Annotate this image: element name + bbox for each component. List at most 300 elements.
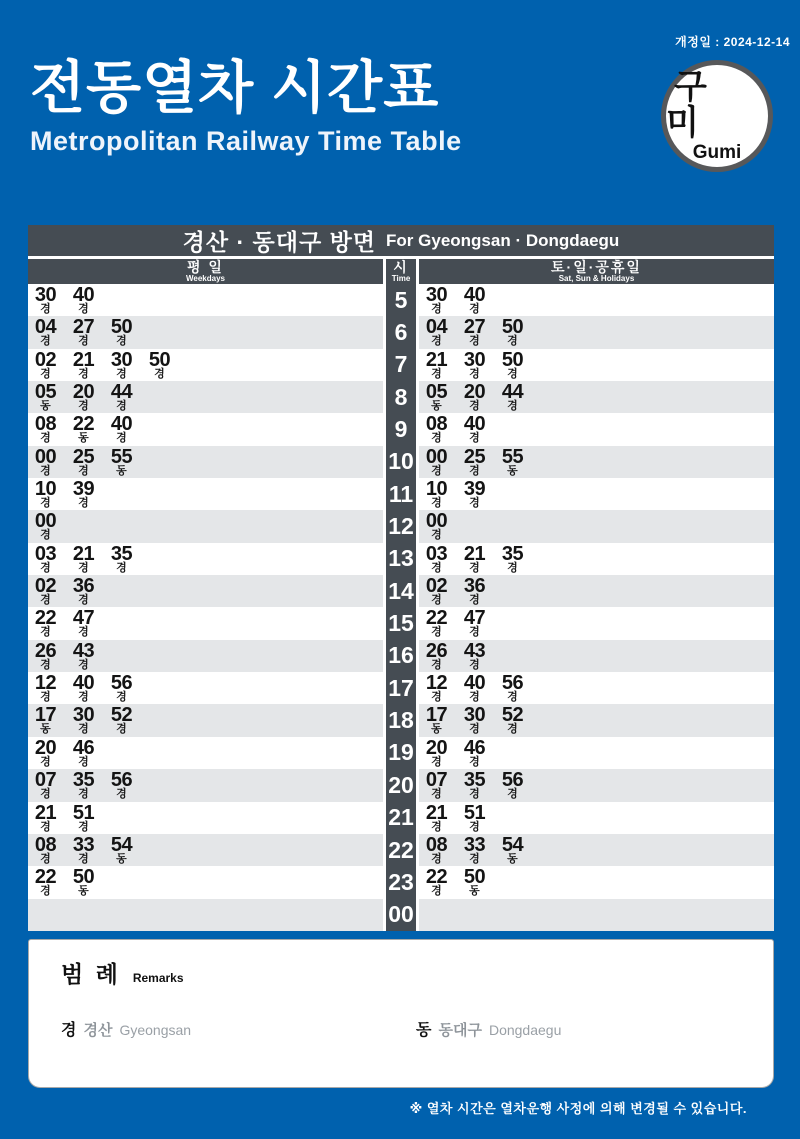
destination-code: 경	[78, 820, 89, 833]
departure-minute: 40	[463, 672, 486, 695]
departure-entry	[423, 672, 461, 704]
departure-minute: 08	[34, 413, 57, 436]
departure-minute: 05	[425, 381, 448, 404]
destination-code: 경	[40, 335, 51, 348]
departure-minute: 40	[463, 413, 486, 436]
departure-entry	[70, 316, 108, 348]
title-block	[30, 52, 462, 157]
destination-code: 경	[507, 691, 518, 704]
departure-entry	[499, 349, 537, 381]
hour-cell: 18	[386, 704, 416, 736]
departure-entry	[423, 413, 461, 445]
holiday-cell	[419, 834, 774, 866]
departure-minute: 08	[425, 413, 448, 436]
holiday-cell	[419, 769, 774, 801]
holiday-label-kr: 토·일·공휴일	[551, 259, 642, 275]
departure-minute: 02	[425, 575, 448, 598]
holiday-cell	[419, 316, 774, 348]
departure-minute: 50	[463, 866, 486, 889]
hour-cell: 14	[386, 575, 416, 607]
departure-entry	[499, 672, 537, 704]
remarks-title	[61, 956, 773, 989]
hour-cell: 19	[386, 737, 416, 769]
departure-minute: 04	[34, 316, 57, 339]
destination-code: 경	[78, 852, 89, 865]
departure-minute: 51	[463, 801, 486, 824]
destination-code: 동	[116, 464, 127, 477]
table-row	[28, 478, 774, 510]
destination-code: 경	[469, 303, 480, 315]
departure-minute: 22	[425, 866, 448, 889]
departure-minute: 35	[110, 542, 133, 565]
departure-minute: 46	[463, 736, 486, 759]
destination-code: 경	[431, 367, 442, 380]
hour-cell: 12	[386, 510, 416, 542]
timetable-card	[28, 225, 774, 931]
destination-code: 경	[78, 400, 89, 413]
weekday-label-kr: 평 일	[187, 259, 224, 275]
hour-cell: 11	[386, 478, 416, 510]
destination-code: 경	[431, 594, 442, 607]
legend-item	[61, 1017, 416, 1040]
departure-minute: 20	[425, 736, 448, 759]
station-name-kr: 구 미	[666, 67, 715, 142]
departure-entry	[461, 769, 499, 801]
departure-entry	[32, 543, 70, 575]
destination-code: 경	[469, 626, 480, 639]
legend-name-en: Dongdaegu	[488, 1022, 562, 1038]
weekday-cell	[28, 381, 383, 413]
departure-entry	[32, 834, 70, 866]
weekday-cell	[28, 510, 383, 542]
holiday-cell	[419, 640, 774, 672]
holiday-cell	[419, 866, 774, 898]
destination-code: 경	[469, 335, 480, 348]
departure-entry	[70, 543, 108, 575]
departure-entry	[461, 607, 499, 639]
table-row	[28, 575, 774, 607]
departure-entry	[461, 834, 499, 866]
destination-code: 경	[78, 303, 89, 315]
destination-code: 경	[116, 691, 127, 704]
departure-minute: 00	[425, 445, 448, 468]
departure-entry	[146, 349, 184, 381]
departure-minute: 21	[425, 801, 448, 824]
departure-entry	[499, 769, 537, 801]
departure-entry	[70, 769, 108, 801]
destination-code: 경	[469, 400, 480, 413]
legend-item	[416, 1017, 771, 1040]
station-badge	[661, 60, 773, 172]
departure-minute: 21	[72, 542, 95, 565]
destination-code: 경	[78, 755, 89, 768]
holiday-cell	[419, 575, 774, 607]
weekday-cell	[28, 866, 383, 898]
departure-entry	[32, 737, 70, 769]
departure-entry	[461, 802, 499, 834]
weekday-cell	[28, 802, 383, 834]
holiday-cell	[419, 737, 774, 769]
departure-minute: 20	[34, 736, 57, 759]
destination-code: 경	[431, 658, 442, 671]
destination-code: 경	[507, 723, 518, 736]
table-row	[28, 510, 774, 542]
destination-code: 경	[40, 885, 51, 898]
destination-code: 경	[40, 788, 51, 801]
time-label-kr: 시	[393, 259, 409, 275]
departure-entry	[32, 607, 70, 639]
table-row	[28, 866, 774, 898]
departure-entry	[423, 543, 461, 575]
departure-minute: 43	[72, 639, 95, 662]
departure-minute: 54	[501, 833, 524, 856]
hour-cell: 17	[386, 672, 416, 704]
table-row	[28, 769, 774, 801]
departure-entry	[108, 834, 146, 866]
destination-code: 경	[116, 432, 127, 445]
departure-entry	[461, 478, 499, 510]
departure-minute: 52	[110, 704, 133, 727]
destination-code: 경	[431, 788, 442, 801]
destination-code: 경	[469, 561, 480, 574]
departure-entry	[461, 640, 499, 672]
departure-entry	[423, 802, 461, 834]
departure-minute: 12	[34, 672, 57, 695]
departure-minute: 47	[463, 607, 486, 630]
destination-code: 경	[78, 464, 89, 477]
departure-minute: 26	[34, 639, 57, 662]
departure-entry	[108, 413, 146, 445]
departure-entry	[70, 866, 108, 898]
weekday-cell	[28, 737, 383, 769]
departure-minute: 22	[34, 607, 57, 630]
departure-entry	[70, 349, 108, 381]
departure-entry	[461, 543, 499, 575]
departure-minute: 30	[463, 348, 486, 371]
departure-entry	[461, 284, 499, 316]
weekday-cell	[28, 607, 383, 639]
departure-minute: 04	[425, 316, 448, 339]
destination-code: 경	[40, 658, 51, 671]
departure-minute: 35	[463, 769, 486, 792]
legend-code: 동	[416, 1022, 432, 1039]
destination-code: 동	[507, 464, 518, 477]
departure-entry	[32, 866, 70, 898]
destination-code: 경	[431, 561, 442, 574]
departure-minute: 20	[72, 381, 95, 404]
destination-code: 경	[431, 820, 442, 833]
hour-cell: 21	[386, 802, 416, 834]
destination-code: 경	[40, 626, 51, 639]
destination-code: 경	[78, 335, 89, 348]
departure-minute: 44	[110, 381, 133, 404]
destination-code: 동	[507, 852, 518, 865]
departure-minute: 03	[425, 542, 448, 565]
destination-code: 경	[431, 626, 442, 639]
destination-code: 경	[78, 691, 89, 704]
destination-code: 경	[469, 852, 480, 865]
departure-entry	[32, 704, 70, 736]
departure-entry	[70, 607, 108, 639]
weekday-cell	[28, 349, 383, 381]
page-subtitle: Metropolitan Railway Time Table	[30, 126, 462, 156]
departure-entry	[423, 575, 461, 607]
destination-code: 경	[40, 691, 51, 704]
departure-entry	[423, 381, 461, 413]
destination-code: 경	[507, 400, 518, 413]
destination-code: 경	[40, 529, 51, 542]
departure-entry	[423, 446, 461, 478]
destination-code: 경	[469, 464, 480, 477]
destination-code: 경	[78, 658, 89, 671]
table-row	[28, 802, 774, 834]
destination-code: 동	[78, 885, 89, 898]
holiday-cell	[419, 899, 774, 931]
destination-code: 경	[116, 723, 127, 736]
table-row	[28, 413, 774, 445]
departure-minute: 25	[463, 445, 486, 468]
destination-code: 경	[431, 852, 442, 865]
departure-entry	[461, 446, 499, 478]
departure-entry	[423, 316, 461, 348]
destination-code: 경	[116, 335, 127, 348]
departure-entry	[423, 349, 461, 381]
departure-entry	[70, 413, 108, 445]
destination-code: 경	[469, 367, 480, 380]
departure-entry	[32, 510, 70, 542]
departure-minute: 27	[463, 316, 486, 339]
departure-minute: 17	[34, 704, 57, 727]
departure-minute: 36	[463, 575, 486, 598]
destination-code: 경	[431, 497, 442, 510]
departure-entry	[70, 284, 108, 316]
holiday-cell	[419, 349, 774, 381]
departure-minute: 50	[72, 866, 95, 889]
departure-minute: 35	[501, 542, 524, 565]
departure-minute: 30	[110, 348, 133, 371]
departure-minute: 00	[425, 510, 448, 533]
departure-entry	[108, 446, 146, 478]
departure-minute: 21	[425, 348, 448, 371]
departure-entry	[70, 575, 108, 607]
destination-code: 경	[469, 497, 480, 510]
destination-code: 경	[78, 594, 89, 607]
destination-code: 경	[507, 788, 518, 801]
page-title: 전동열차 시간표	[30, 56, 440, 120]
departure-entry	[461, 316, 499, 348]
departure-entry	[461, 866, 499, 898]
departure-entry	[70, 640, 108, 672]
departure-entry	[70, 737, 108, 769]
departure-entry	[32, 413, 70, 445]
destination-code: 경	[431, 755, 442, 768]
departure-minute: 33	[463, 833, 486, 856]
departure-minute: 47	[72, 607, 95, 630]
departure-minute: 02	[34, 575, 57, 598]
footer-note: ※ 열차 시간은 열차운행 사정에 의해 변경될 수 있습니다.	[409, 1101, 747, 1116]
destination-code: 경	[431, 464, 442, 477]
departure-minute: 07	[425, 769, 448, 792]
destination-code: 경	[78, 497, 89, 510]
departure-minute: 56	[110, 769, 133, 792]
departure-minute: 40	[463, 284, 486, 306]
destination-code: 경	[78, 788, 89, 801]
hour-cell: 5	[386, 284, 416, 316]
hour-cell: 15	[386, 607, 416, 639]
destination-code: 경	[40, 820, 51, 833]
destination-code: 경	[469, 820, 480, 833]
departure-entry	[32, 640, 70, 672]
departure-entry	[499, 316, 537, 348]
departure-minute: 10	[34, 478, 57, 501]
departure-minute: 30	[463, 704, 486, 727]
departure-minute: 25	[72, 445, 95, 468]
destination-code: 경	[116, 788, 127, 801]
departure-minute: 26	[425, 639, 448, 662]
departure-entry	[499, 381, 537, 413]
column-header-weekday	[28, 259, 383, 284]
departure-minute: 22	[425, 607, 448, 630]
departure-entry	[423, 640, 461, 672]
departure-minute: 35	[72, 769, 95, 792]
departure-entry	[32, 446, 70, 478]
departure-minute: 40	[110, 413, 133, 436]
holiday-cell	[419, 802, 774, 834]
departure-entry	[70, 834, 108, 866]
departure-minute: 54	[110, 833, 133, 856]
departure-entry	[108, 543, 146, 575]
direction-title-kr: 경산 · 동대구 방면	[182, 229, 377, 255]
departure-entry	[32, 381, 70, 413]
destination-code: 동	[40, 400, 51, 413]
holiday-cell	[419, 446, 774, 478]
departure-entry	[499, 704, 537, 736]
departure-minute: 22	[34, 866, 57, 889]
hour-cell: 20	[386, 769, 416, 801]
table-row	[28, 834, 774, 866]
departure-minute: 55	[110, 445, 133, 468]
departure-entry	[461, 575, 499, 607]
table-row	[28, 737, 774, 769]
table-row	[28, 316, 774, 348]
hour-cell: 23	[386, 866, 416, 898]
departure-entry	[499, 543, 537, 575]
destination-code: 경	[154, 367, 165, 380]
departure-minute: 50	[148, 348, 171, 371]
departure-minute: 55	[501, 445, 524, 468]
departure-minute: 00	[34, 510, 57, 533]
departure-minute: 30	[34, 284, 57, 306]
destination-code: 경	[431, 303, 442, 315]
departure-minute: 56	[501, 672, 524, 695]
destination-code: 경	[469, 723, 480, 736]
departure-entry	[423, 510, 461, 542]
hour-cell: 22	[386, 834, 416, 866]
holiday-cell	[419, 478, 774, 510]
departure-entry	[32, 478, 70, 510]
departure-minute: 00	[34, 445, 57, 468]
departure-entry	[70, 381, 108, 413]
departure-minute: 07	[34, 769, 57, 792]
weekday-cell	[28, 316, 383, 348]
destination-code: 경	[431, 529, 442, 542]
departure-minute: 27	[72, 316, 95, 339]
hour-cell: 00	[386, 899, 416, 931]
departure-entry	[70, 672, 108, 704]
holiday-cell	[419, 704, 774, 736]
destination-code: 경	[40, 755, 51, 768]
departure-entry	[461, 704, 499, 736]
weekday-cell	[28, 834, 383, 866]
table-row	[28, 446, 774, 478]
departure-minute: 36	[72, 575, 95, 598]
station-name-en: Gumi	[692, 141, 742, 163]
destination-code: 동	[40, 723, 51, 736]
weekday-cell	[28, 413, 383, 445]
departure-minute: 40	[72, 284, 95, 306]
destination-code: 경	[469, 594, 480, 607]
table-row	[28, 672, 774, 704]
hour-cell: 6	[386, 316, 416, 348]
weekday-label-en: Weekdays	[186, 274, 225, 283]
table-row	[28, 349, 774, 381]
departure-entry	[461, 413, 499, 445]
weekday-cell	[28, 543, 383, 575]
destination-code: 경	[469, 755, 480, 768]
departure-entry	[108, 672, 146, 704]
remarks-title-en: Remarks	[132, 971, 184, 985]
timetable-rows	[28, 284, 774, 931]
destination-code: 경	[431, 885, 442, 898]
destination-code: 경	[431, 335, 442, 348]
destination-code: 경	[40, 497, 51, 510]
departure-minute: 51	[72, 801, 95, 824]
weekday-cell	[28, 575, 383, 607]
departure-entry	[108, 381, 146, 413]
departure-minute: 39	[72, 478, 95, 501]
destination-code: 동	[116, 852, 127, 865]
weekday-cell	[28, 478, 383, 510]
weekday-cell	[28, 284, 383, 316]
departure-minute: 21	[72, 348, 95, 371]
hour-cell: 7	[386, 349, 416, 381]
destination-code: 경	[40, 561, 51, 574]
column-header-time	[386, 259, 416, 284]
departure-entry	[32, 575, 70, 607]
departure-entry	[70, 704, 108, 736]
holiday-cell	[419, 284, 774, 316]
departure-entry	[423, 866, 461, 898]
remarks-card	[28, 939, 774, 1088]
departure-entry	[461, 381, 499, 413]
departure-entry	[423, 769, 461, 801]
hour-cell: 8	[386, 381, 416, 413]
destination-code: 경	[507, 335, 518, 348]
legend	[29, 1017, 773, 1040]
destination-code: 경	[469, 658, 480, 671]
departure-minute: 08	[425, 833, 448, 856]
departure-minute: 33	[72, 833, 95, 856]
table-row	[28, 381, 774, 413]
weekday-cell	[28, 704, 383, 736]
departure-entry	[461, 672, 499, 704]
departure-entry	[499, 446, 537, 478]
destination-code: 경	[507, 367, 518, 380]
destination-code: 경	[431, 432, 442, 445]
departure-entry	[423, 284, 461, 316]
destination-code: 동	[431, 723, 442, 736]
direction-header	[28, 225, 774, 256]
